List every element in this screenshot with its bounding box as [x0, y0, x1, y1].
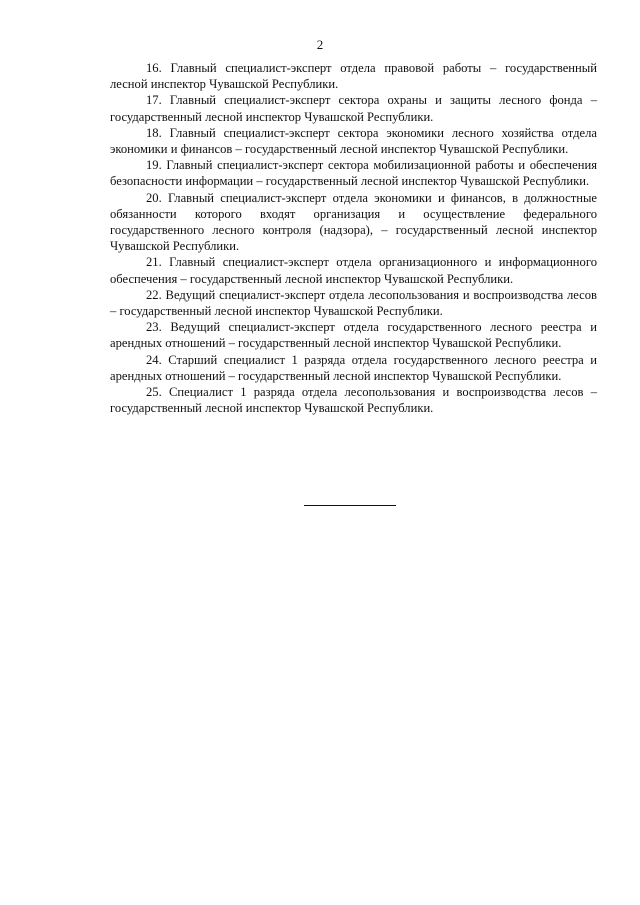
- list-item: 23. Ведущий специалист-эксперт отдела государственного лесного реестра и арендных отношений – государственный лесной инспектор Чувашской Республики.: [110, 320, 597, 351]
- page-number: 2: [316, 37, 324, 52]
- list-item: 25. Специалист 1 разряда отдела лесопользования и воспроизводства лесов – государственный лесной инспектор Чувашской Республики.: [110, 385, 597, 416]
- list-item: 16. Главный специалист-эксперт отдела правовой работы – государственный лесной инспектор Чувашской Республики.: [110, 61, 597, 92]
- position-list: [110, 60, 597, 416]
- list-item: 24. Старший специалист 1 разряда отдела государственного лесного реестра и арендных отношений – государственный лесной инспектор Чувашской Республики.: [110, 352, 597, 383]
- list-item: 20. Главный специалист-эксперт отдела экономики и финансов, в должностные обязанности которого входят организация и осуществление федерального государственного лесного контроля (надзора), – государственный лесной инспектор Чувашской Республики.: [110, 190, 597, 254]
- list-item: 19. Главный специалист-эксперт сектора мобилизационной работы и обеспечения безопасности информации – государственный лесной инспектор Чувашской Республики.: [110, 158, 597, 189]
- list-item: 22. Ведущий специалист-эксперт отдела лесопользования и воспроизводства лесов – государственный лесной инспектор Чувашской Республики.: [110, 287, 597, 319]
- list-item: 18. Главный специалист-эксперт сектора экономики лесного хозяйства отдела экономики и финансов – государственный лесной инспектор Чувашской Республики.: [110, 125, 597, 157]
- list-item: 17. Главный специалист-эксперт сектора охраны и защиты лесного фонда – государственный лесной инспектор Чувашской Республики.: [110, 93, 597, 124]
- end-separator-line: [304, 505, 396, 506]
- list-item: 21. Главный специалист-эксперт отдела организационного и информационного обеспечения – государственный лесной инспектор Чувашской Республики.: [110, 255, 597, 286]
